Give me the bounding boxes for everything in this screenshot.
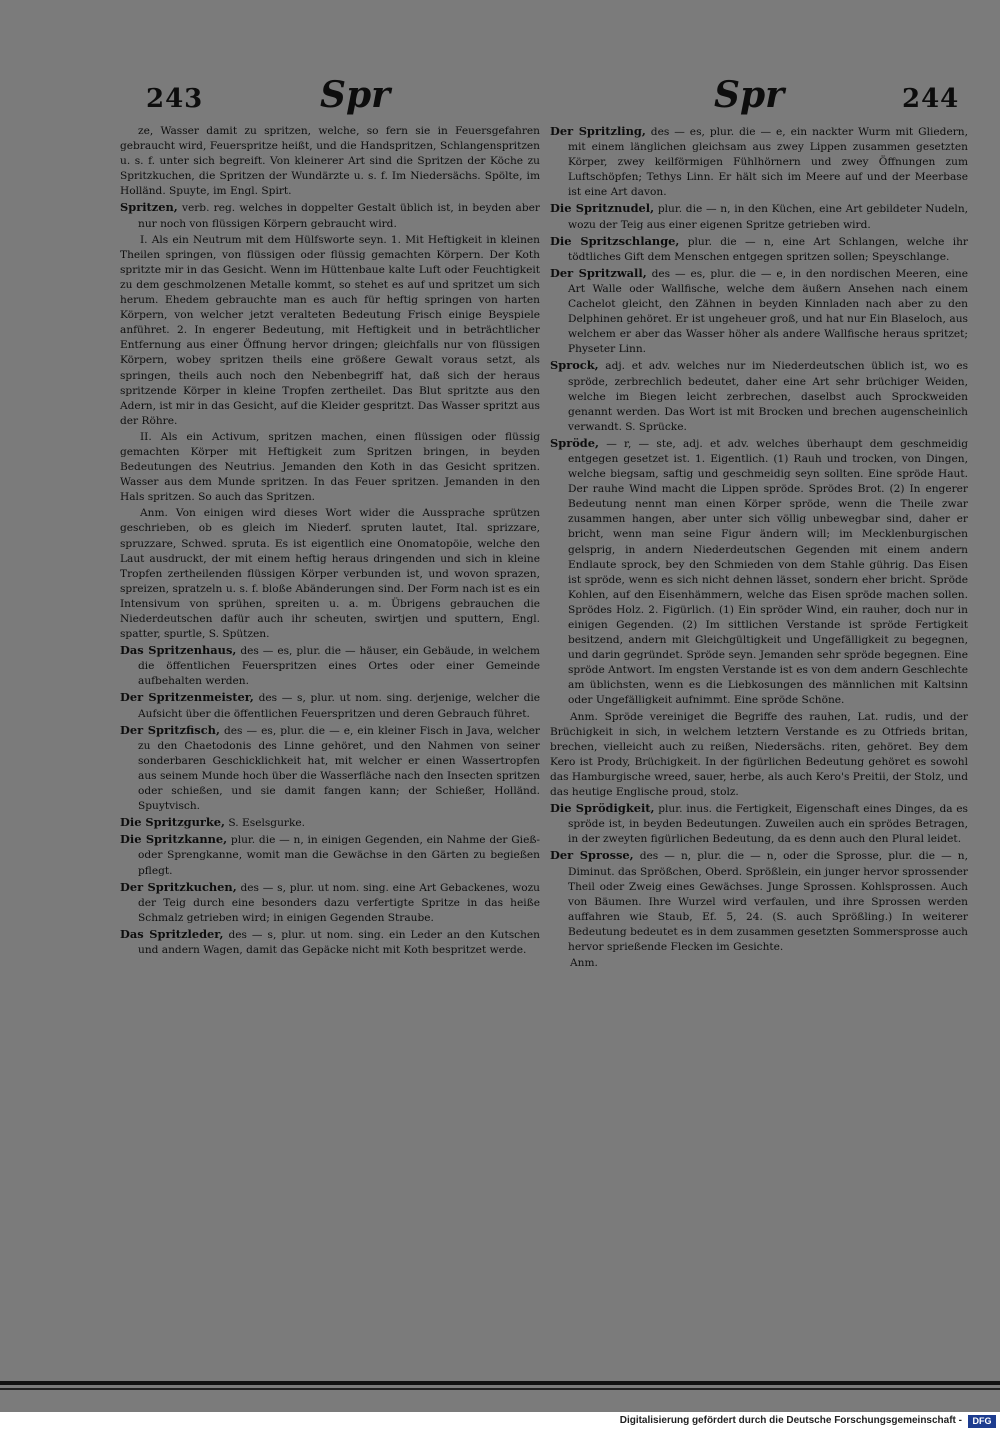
running-head-right: Spr bbox=[714, 74, 785, 116]
bottom-rule-thin bbox=[0, 1388, 1000, 1390]
entry-text: I. Als ein Neutrum mit dem Hülfsworte seyn. 1. Mit Heftigkeit in kleinen Theilen springen, von flüssigen oder flüssig gemachten Körpern. Der Koth spritzte mir in das Gesicht. Wenn im Hüttenbaue kalte Luft oder Feuchtigkeit zu dem geschmolzenen Metalle kommt, so stehet es auf und spritzet um sich herum. Ehedem gebrauchte man es auch für heftig springen von harten Körpern, von welcher jetzt veralteten Bedeutung Frisch einige Beyspiele anführet. 2. In engerer Bedeutung, mit Heftigkeit und in beträchtlicher Entfernung aus einer Öffnung hervor dringen; gleichfalls nur von flüssigen Körpern, wobey spritzen theils eine größere Gewalt voraus setzt, als springen, theils auch noch den Nebenbegriff hat, daß sich der heraus spritzende Körper in kleine Tropfen zertheilet. Das Blut spritzte aus den Adern, ist mir in das Gesicht, auf die Kleider gespritzt. Das Wasser spritzt aus der Röhre. bbox=[120, 233, 540, 427]
headword: Spröde, bbox=[550, 435, 599, 450]
entry-text: Anm. Von einigen wird dieses Wort wider die Aussprache sprützen geschrieben, ob es gleich im Niederf. spruten lautet, Ital. sprizzare, spruzzare, Schwed. spruta. Es ist eigentlich eine Onomatopöie, welche den Laut ausdruckt, der mit einem heftig heraus dringenden und sich in kleine Tropfen zertheilenden flüssigen Körper verbunden ist, und wovon sprazen, spreizen, spratzeln u. s. f. bloße Abänderungen sind. Der Form nach ist es ein Intensivum von sprühen, spreiten u. a. m. Übrigens gebrauchen die Niederdeutschen dafür auch ihr scheuten, swirtjen und sputtern, Engl. spatter, spurtle, S. Spützen. bbox=[120, 507, 540, 641]
entry-text: plur. die — n, eine Art Schlangen, welche ihr tödtliches Gift dem Menschen entgegen spritzen sollen; Speyschlange. bbox=[568, 235, 969, 263]
entry-text: des — es, plur. die — häuser, ein Gebäude, in welchem die öffentlichen Feuerspritzen eines Ortes oder einer Gemeinde aufbehalten werden. bbox=[138, 645, 540, 688]
right-column bbox=[550, 124, 968, 972]
dictionary-entry bbox=[550, 201, 968, 232]
entry-text: plur. die — n, in den Küchen, eine Art gebildeter Nudeln, wozu der Teig aus einer eigenen Spritze getrieben wird. bbox=[568, 203, 969, 231]
footer-bar bbox=[0, 1412, 1000, 1432]
dictionary-entry bbox=[550, 234, 968, 265]
entry-text: des — es, plur. die — e, in den nordischen Meeren, eine Art Walle oder Wallfische, welche dem äußern Ansehen nach einem Cachelot gleicht, den Zähnen in beyden Kinnladen nach aber zu den Delphinen gehöret. Er ist ungeheuer groß, und hat nur Ein Blaseloch, aus welchem er aber das Wasser höher als andere Wallfische heraus spritzet; Physeter Linn. bbox=[568, 267, 968, 356]
dictionary-entry bbox=[120, 880, 540, 926]
headword: Die Spritzkanne, bbox=[120, 832, 228, 847]
page-number-right: 244 bbox=[902, 84, 960, 114]
entry-paragraph bbox=[120, 506, 540, 642]
headword: Der Sprosse, bbox=[550, 848, 634, 863]
entry-text: plur. inus. die Fertigkeit, Eigenschaft eines Dinges, da es spröde ist, in beyden Bedeutungen. Zuweilen auch ein sprödes Betragen, in der zweyten figürlichen Bedeutung, da es denn auch den Plural leidet. bbox=[568, 803, 968, 846]
dictionary-entry bbox=[120, 815, 540, 831]
entry-text: Anm. bbox=[570, 957, 598, 970]
headword: Der Spritzling, bbox=[550, 124, 646, 138]
entry-paragraph bbox=[120, 233, 540, 429]
headword: Die Spritzgurke, bbox=[120, 815, 226, 830]
entry-text: verb. reg. welches in doppelter Gestalt üblich ist, in beyden aber nur noch von flüssigen Körpern gebraucht wird. bbox=[138, 202, 540, 230]
entry-text: des — s, plur. ut nom. sing. derjenige, welcher die Aufsicht über die öffentlichen Feuerspritzen und deren Gebrauch führet. bbox=[138, 692, 541, 720]
entry-text: des — s, plur. ut nom. sing. eine Art Gebackenes, wozu der Teig durch eine besonders dazu verfertigte Spritze in das heiße Schmalz getrieben wird; in einigen Gegenden Straube. bbox=[138, 881, 540, 924]
page-number-left: 243 bbox=[146, 84, 204, 114]
headword: Der Spritzwall, bbox=[550, 265, 647, 280]
dictionary-entry bbox=[120, 690, 540, 721]
entry-text: plur. die — n, in einigen Gegenden, ein Nahme der Gieß- oder Sprengkanne, womit man die Gewächse in den Gärten zu begießen pflegt. bbox=[138, 834, 540, 877]
dictionary-entry bbox=[550, 358, 968, 434]
headword: Der Spritzenmeister, bbox=[120, 690, 254, 705]
entry-text: des — es, plur. die — e, ein kleiner Fisch in Java, welcher zu den Chaetodonis des Linne gehöret, und den Nahmen von seiner sonderbaren Geschicklichkeit hat, mit welcher er einen Wassertropfen aus seinem Munde hoch über die Wasserfläche nach den Insecten spritzen oder schießen, und sie damit fangen kann; der Schießer, Holländ. Spuytvisch. bbox=[138, 724, 540, 813]
headword: Die Sprödigkeit, bbox=[550, 801, 655, 816]
headword: Die Spritznudel, bbox=[550, 201, 655, 216]
dictionary-entry bbox=[120, 643, 540, 689]
entry-text: II. Als ein Activum, spritzen machen, einen flüssigen oder flüssig gemachten Körper mit Heftigkeit zum Spritzen bringen, in beyden Bedeutungen des Neutrius. Jemanden den Koth in das Gesicht spritzen. Wasser aus dem Munde spritzen. In das Feuer spritzen. Jemanden in den Hals spritzen. So auch das Spritzen. bbox=[120, 430, 540, 504]
entry-paragraph bbox=[550, 710, 968, 801]
dictionary-entry bbox=[550, 801, 968, 847]
headword: Der Spritzfisch, bbox=[120, 722, 220, 737]
dictionary-entry bbox=[550, 266, 968, 358]
headword: Die Spritzschlange, bbox=[550, 233, 680, 248]
headword: Der Spritzkuchen, bbox=[120, 879, 237, 894]
entry-text: — r, — ste, adj. et adv. welches überhaupt dem geschmeidig entgegen gesetzet ist. 1. Eigentlich. (1) Rauh und trocken, von Dingen, welche biegsam, saftig und geschmeidig seyn sollten. Eine spröde Haut. Der rauhe Wind macht die Lippen spröde. Sprödes Brot. (2) In engerer Bedeutung nennt man einen Körper spröde, wenn die Theile zwar zusammen hangen, aber unter sich völlig unbewegbar sind, daher er bricht, wenn man seine Figur ändern will; im Mecklenburgischen gelsprig, in andern Niederdeutschen Gegenden mit einem andern Endlaute sprock, bey den Schmieden von dem Stahle gührig. Das Eisen ist spröde, wenn es sich nicht dehnen lässet, sondern eher bricht. Spröde Kohlen, auf den Eisenhämmern, welche das Eisen spröde machen sollen. Sprödes Holz. 2. Figürlich. (1) Ein spröder Wind, ein rauher, doch nur in einigen Gegenden. (2) Im sittlichen Verstande ist spröde Fertigkeit besitzend, andern mit Gleichgültigkeit und Ungefälligkeit zu begegnen, und darin gegründet. Spröde seyn. Jemanden sehr spröde begegnen. Eine spröde Antwort. Im engsten Verstande ist es von dem andern Geschlechte am üblichsten, wenn es die Liebkosungen des männlichen mit Kaltsinn oder Ungefälligkeit aufnimmt. Eine spröde Schöne. bbox=[568, 437, 969, 707]
headword: Sprock, bbox=[550, 358, 599, 373]
dictionary-entry bbox=[550, 436, 968, 709]
dictionary-entry bbox=[120, 200, 540, 231]
entry-text: adj. et adv. welches nur im Niederdeutschen üblich ist, wo es spröde, zerbrechlich bedeutet, daher eine Art sehr brüchiger Weiden, welche im Biegen leicht zerbrechen, daselbst auch Sprockweiden genannt werden. Das Wort ist mit Brocken und brechen augenscheinlich verwandt. S. Sprücke. bbox=[568, 360, 969, 433]
dictionary-entry bbox=[120, 832, 540, 878]
entry-paragraph bbox=[120, 124, 540, 199]
headword: Das Spritzenhaus, bbox=[120, 643, 237, 658]
dfg-logo: DFG bbox=[968, 1415, 996, 1428]
left-column bbox=[120, 124, 540, 959]
dictionary-entry bbox=[120, 723, 540, 815]
entry-text: des — s, plur. ut nom. sing. ein Leder an den Kutschen und andern Wagen, damit das Gepäcke nicht mit Koth bespritzet werde. bbox=[138, 928, 540, 956]
footer-credit: Digitalisierung gefördert durch die Deutsche Forschungsgemeinschaft - bbox=[619, 1415, 962, 1426]
entry-paragraph bbox=[120, 430, 540, 505]
entry-text: des — es, plur. die — e, ein nackter Wurm mit Gliedern, mit einem länglichen gleichsam aus zwey Lippen zusammen gesetzten Körper, zwey keilförmigen Fühlhörnern und zwey Öffnungen zum Luftschöpfen; Tethys Linn. Er hält sich im Meere auf und der Meerbase ist eine Art davon. bbox=[568, 126, 968, 199]
dictionary-entry bbox=[120, 927, 540, 958]
running-head-left: Spr bbox=[320, 74, 391, 116]
entry-text: ze, Wasser damit zu spritzen, welche, so fern sie in Feuersgefahren gebraucht wird, Feuerspritze heißt, und die Handspritzen, Schlangenspritzen u. s. f. unter sich begreift. Von kleinerer Art sind die Spritzen der Köche zu Spritzkuchen, die Spritzen der Wundärzte u. s. f. Im Niedersächs. Spölte, im Holländ. Spuyte, im Engl. Spirt. bbox=[120, 125, 540, 198]
dictionary-entry bbox=[550, 124, 968, 200]
entry-paragraph bbox=[550, 956, 968, 971]
entry-text: des — n, plur. die — n, oder die Sprosse, plur. die — n, Diminut. das Sprößchen, Oberd. Sprößlein, ein junger hervor sprossender Theil oder Zweig eines Gewächses. Junge Sprossen. Kohlsprossen. Auch von Bäumen. Ihre Wurzel wird verfaulen, und ihre Sprossen werden auffahren wie Staub, Ef. 5, 24. (S. auch Sprößling.) In weiterer Bedeutung bedeutet es in dem zusammen gesetzten Sommersprosse auch hervor sprießende Flecken im Gesichte. bbox=[568, 850, 969, 953]
entry-text: Anm. Spröde vereiniget die Begriffe des rauhen, Lat. rudis, und der Brüchigkeit in sich, in welchem letztern Verstande es zu Otfrieds britan, brechen, vielleicht auch zu reißen, Niedersächs. riten, gehöret. Bey dem Kero ist Prody, Brüchigkeit. In der figürlichen Bedeutung gehöret es sowohl das Hamburgische wreed, sauer, herbe, als auch Kero's Preitii, der Stolz, und das heutige Englische proud, stolz. bbox=[550, 710, 968, 799]
entry-text: S. Eselsgurke. bbox=[228, 817, 306, 830]
bottom-rule bbox=[0, 1381, 1000, 1385]
headword: Spritzen, bbox=[120, 200, 178, 215]
headword: Das Spritzleder, bbox=[120, 926, 224, 941]
dictionary-entry bbox=[550, 848, 968, 955]
